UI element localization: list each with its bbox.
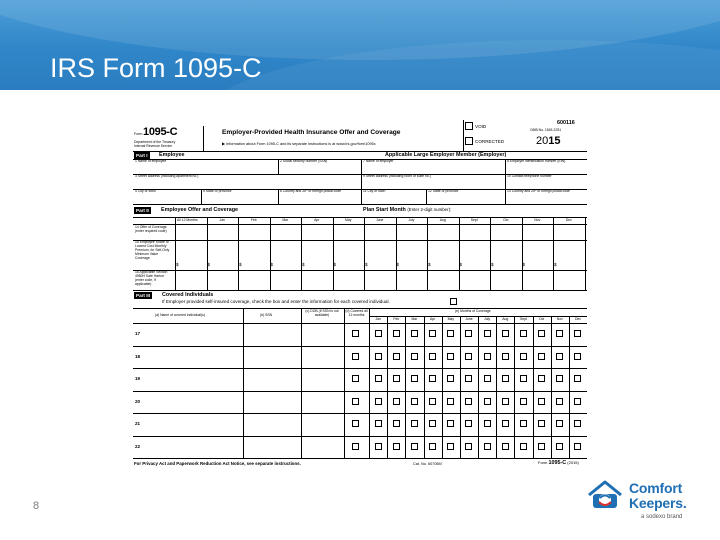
month-checkbox [556, 375, 563, 382]
field-4-label: 4 City or town [135, 189, 156, 193]
dept-line1: Department of the Treasury [134, 140, 176, 144]
month-checkbox [502, 375, 509, 382]
all12-checkbox [352, 375, 359, 382]
month-checkbox [574, 353, 581, 360]
plan-start-note: (Enter 2-digit number): [407, 207, 452, 212]
part3-instruction: If Employer provided self-insured coverage, check the box and enter the information for each covered individual. [162, 299, 390, 304]
footer-form-label: Form [538, 460, 548, 465]
month-checkbox [465, 420, 472, 427]
month-checkbox [429, 330, 436, 337]
month-checkbox [484, 398, 491, 405]
part2-month-header: June [376, 218, 384, 222]
all12-checkbox [352, 420, 359, 427]
month-checkbox [375, 375, 382, 382]
part2-tag: Part II [136, 208, 149, 213]
part3-month-header: Sept [519, 317, 527, 321]
field-5-label: 5 State or province [203, 189, 232, 193]
month-checkbox [502, 398, 509, 405]
row15-label: 15 Employee Share of Lowest Cost Monthly Premium, for Self-Only Minimum Value Coverage [135, 240, 170, 260]
month-checkbox [429, 443, 436, 450]
col-b-header: (b) SSN [260, 313, 273, 317]
month-checkbox [484, 375, 491, 382]
part3-month-header: Oct [538, 317, 545, 321]
month-checkbox [411, 443, 418, 450]
month-checkbox [411, 375, 418, 382]
part3-month-header: Aug [502, 317, 509, 321]
month-checkbox [465, 330, 472, 337]
slide-number: 8 [33, 500, 40, 512]
part2-month-header: Jan [219, 218, 225, 222]
corrected-checkbox [465, 137, 473, 145]
field-12-label: 12 State or province [428, 189, 459, 193]
month-checkbox [502, 443, 509, 450]
month-checkbox [375, 420, 382, 427]
field-1-label: 1 Name of employee [135, 159, 167, 163]
part2-month-header: Nov [534, 218, 541, 222]
month-checkbox [447, 330, 454, 337]
dollar-sign: $ [207, 262, 211, 267]
part3-month-header: June [465, 317, 473, 321]
month-checkbox [411, 398, 418, 405]
month-checkbox [375, 353, 382, 360]
field-8-label: 8 Employer identification number (EIN) [507, 159, 566, 163]
month-checkbox [484, 443, 491, 450]
month-checkbox [574, 420, 581, 427]
month-checkbox [502, 353, 509, 360]
part3-month-header: Dec [574, 317, 581, 321]
comfort-keepers-logo [585, 478, 695, 524]
form-info-line: ▶ Information about Form 1095-C and its separate instructions is at www.irs.gov/form1095c [222, 142, 376, 146]
house-hands-icon [585, 478, 625, 512]
dollar-sign: $ [491, 262, 494, 267]
month-checkbox [447, 420, 454, 427]
month-checkbox [538, 375, 545, 382]
footer-form-number: 1095-C [548, 460, 567, 466]
month-checkbox [393, 420, 400, 427]
self-insured-checkbox [450, 298, 457, 305]
all12-checkbox [352, 398, 359, 405]
month-checkbox [520, 330, 527, 337]
month-checkbox [393, 398, 400, 405]
month-checkbox [411, 353, 418, 360]
part2-month-header: July [408, 218, 415, 222]
month-checkbox [502, 420, 509, 427]
part3-month-header: Nov [556, 317, 563, 321]
form-number: 1095-C [143, 126, 178, 138]
covered-row-number: 17 [135, 331, 141, 336]
footer-cat-number: Cat. No. 60705M [413, 462, 442, 466]
month-checkbox [520, 375, 527, 382]
form-code: 600116 [557, 120, 575, 126]
part3-tag: Part III [136, 293, 151, 298]
dollar-sign: $ [176, 262, 179, 267]
month-checkbox [538, 443, 545, 450]
dollar-sign: $ [554, 262, 557, 267]
month-checkbox [375, 443, 382, 450]
part1-employee-heading: Employee [159, 152, 185, 158]
part1-tag: Part I [136, 153, 148, 158]
part2-month-header: Sept [470, 218, 478, 222]
dollar-sign: $ [302, 262, 305, 267]
month-checkbox [520, 398, 527, 405]
plan-start-label [363, 207, 451, 213]
month-checkbox [484, 330, 491, 337]
covered-row-number: 21 [135, 421, 141, 426]
all12-checkbox [352, 353, 359, 360]
field-9-label: 9 Street address (including room or suite no.) [363, 174, 431, 178]
dollar-sign: $ [396, 262, 400, 267]
month-checkbox [393, 330, 400, 337]
field-13-label: 13 Country and ZIP or foreign postal code [507, 189, 570, 193]
month-checkbox [520, 353, 527, 360]
col-a-header: (a) Name of covered individual(s) [155, 313, 205, 317]
tax-year-prefix: 20 [536, 135, 549, 147]
row16-label: 16 Applicable Section 4980H Safe Harbor (enter code, if applicable) [135, 270, 168, 286]
month-checkbox [393, 353, 400, 360]
covered-row-number: 22 [135, 443, 141, 449]
field-10-label: 10 Contact telephone number [507, 174, 552, 178]
month-checkbox [520, 443, 527, 450]
dollar-sign: $ [522, 262, 526, 267]
corrected-label: CORRECTED [475, 139, 505, 144]
field-11-label: 11 City or town [363, 189, 386, 193]
month-checkbox [556, 330, 563, 337]
void-label: VOID [475, 124, 487, 129]
form-title: Employer-Provided Health Insurance Offer and Coverage [222, 129, 401, 136]
part3-month-header: May [447, 317, 454, 321]
form-1095c-image [133, 120, 587, 470]
month-checkbox [465, 375, 472, 382]
all12-checkbox [352, 330, 359, 337]
field-6-label: 6 Country and ZIP or foreign postal code [280, 189, 342, 193]
dollar-sign: $ [459, 262, 463, 267]
month-checkbox [556, 420, 563, 427]
month-checkbox [429, 420, 436, 427]
month-checkbox [429, 398, 436, 405]
part2-month-header: Apr [314, 218, 320, 222]
part2-heading: Employee Offer and Coverage [161, 207, 238, 213]
all12-header: All 12 Months [177, 218, 198, 222]
month-checkbox [484, 353, 491, 360]
month-checkbox [556, 443, 563, 450]
month-checkbox [556, 398, 563, 405]
tax-year [536, 135, 561, 148]
void-checkbox [465, 122, 473, 130]
col-e-header: (e) Months of Coverage [455, 309, 491, 313]
month-checkbox [538, 398, 545, 405]
field-7-label: 7 Name of employer [363, 159, 394, 163]
month-checkbox [484, 420, 491, 427]
part3-month-header: Apr [429, 317, 436, 321]
dept-line2: Internal Revenue Service [134, 144, 173, 148]
part3-month-header: Jan [375, 317, 381, 321]
month-checkbox [538, 420, 545, 427]
part1-employer-heading: Applicable Large Employer Member (Employer) [385, 152, 507, 158]
part2-month-header: Mar [282, 218, 289, 222]
month-checkbox [520, 420, 527, 427]
dollar-sign: $ [333, 262, 337, 267]
month-checkbox [447, 375, 454, 382]
month-checkbox [411, 330, 418, 337]
part3-month-header: July [484, 317, 491, 321]
field-3-label: 3 Street address (including apartment no.) [135, 174, 199, 178]
month-checkbox [429, 375, 436, 382]
month-checkbox [574, 443, 581, 450]
footer-privacy-notice: For Privacy Act and Paperwork Reduction Act Notice, see separate instructions. [134, 461, 301, 466]
dollar-sign: $ [270, 262, 274, 267]
month-checkbox [411, 420, 418, 427]
part3-month-header: Mar [411, 317, 418, 321]
col-d-header: (d) Covered all 12 months [345, 309, 368, 317]
month-checkbox [375, 330, 382, 337]
omb-number: OMB No. 1545-2251 [530, 128, 562, 132]
footer-form-id [538, 460, 579, 466]
form-label: Form [134, 132, 143, 136]
row14-label: 14 Offer of Coverage (enter required code) [135, 225, 167, 233]
month-checkbox [574, 375, 581, 382]
slide-title: IRS Form 1095-C [50, 53, 262, 83]
part2-month-header: Oct [503, 218, 509, 222]
logo-tagline: a sodexo brand [641, 514, 683, 520]
col-c-header: (c) DOB (If SSN is not available) [305, 309, 339, 317]
field-2-label: 2 Social security number (SSN) [280, 159, 328, 163]
month-checkbox [447, 398, 454, 405]
month-checkbox [502, 330, 509, 337]
covered-row-number: 18 [135, 353, 141, 359]
month-checkbox [465, 353, 472, 360]
month-checkbox [447, 443, 454, 450]
part2-month-header: Dec [565, 218, 572, 222]
part3-heading: Covered Individuals [162, 292, 214, 298]
part2-month-header: Feb [250, 218, 257, 222]
dollar-sign: $ [365, 262, 368, 267]
part3-month-header: Feb [393, 317, 400, 321]
month-checkbox [574, 330, 581, 337]
month-checkbox [556, 353, 563, 360]
tax-year-suffix: 15 [548, 135, 561, 147]
month-checkbox [538, 330, 545, 337]
footer-form-year: (2015) [567, 460, 579, 465]
all12-checkbox [352, 443, 359, 450]
month-checkbox [465, 398, 472, 405]
month-checkbox [538, 353, 545, 360]
covered-row-number: 19 [135, 376, 141, 381]
covered-row-number: 20 [135, 398, 141, 404]
month-checkbox [465, 443, 472, 450]
month-checkbox [393, 443, 400, 450]
dollar-sign: $ [239, 262, 242, 267]
month-checkbox [375, 398, 382, 405]
month-checkbox [447, 353, 454, 360]
part2-month-header: Aug [439, 218, 446, 222]
month-checkbox [574, 398, 581, 405]
dollar-sign: $ [428, 262, 431, 267]
logo-wordmark-line2: Keepers. [629, 495, 687, 511]
plan-start-text: Plan Start Month [363, 207, 406, 213]
month-checkbox [393, 375, 400, 382]
part2-month-header: May [345, 218, 352, 222]
month-checkbox [429, 353, 436, 360]
logo-wordmark-line1: Comfort [629, 480, 683, 496]
